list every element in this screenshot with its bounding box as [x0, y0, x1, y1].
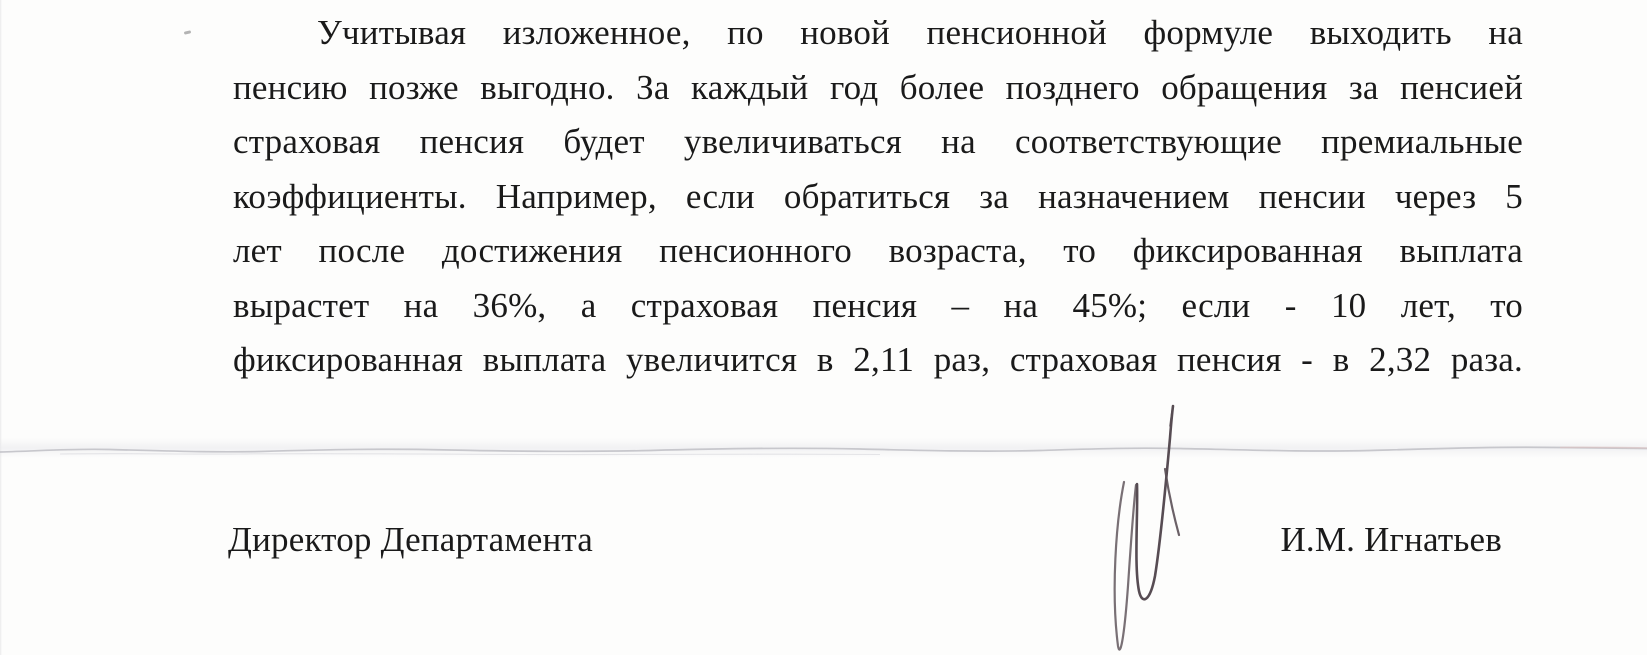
body-paragraph	[233, 6, 1523, 388]
paragraph-line: страховая пенсия будет увеличиваться на соответствующие премиальные	[233, 122, 1523, 161]
signature-block	[228, 513, 1502, 567]
signer-name: И.М. Игнатьев	[1280, 520, 1502, 559]
position-title: Директор Департамента	[228, 520, 594, 559]
paragraph-line: Учитывая изложенное, по новой пенсионной формуле выходить на	[317, 13, 1523, 52]
scan-speck	[184, 30, 191, 34]
scan-edge-shadow	[0, 0, 2, 655]
paragraph-line: вырастет на 36%, а страховая пенсия – на 45%; если - 10 лет, то	[233, 285, 1523, 325]
paragraph-line: лет после достижения пенсионного возраста, то фиксированная выплата	[233, 231, 1523, 270]
paragraph-line: фиксированная выплата увеличится в 2,11 раз, страховая пенсия - в 2,32 раза.	[233, 340, 1523, 379]
paragraph-line: коэффициенты. Например, если обратиться за назначением пенсии через 5	[233, 176, 1523, 216]
paragraph-line: пенсию позже выгодно. За каждый год более позднего обращения за пенсией	[233, 67, 1523, 107]
paper-crease-line	[0, 436, 1647, 466]
